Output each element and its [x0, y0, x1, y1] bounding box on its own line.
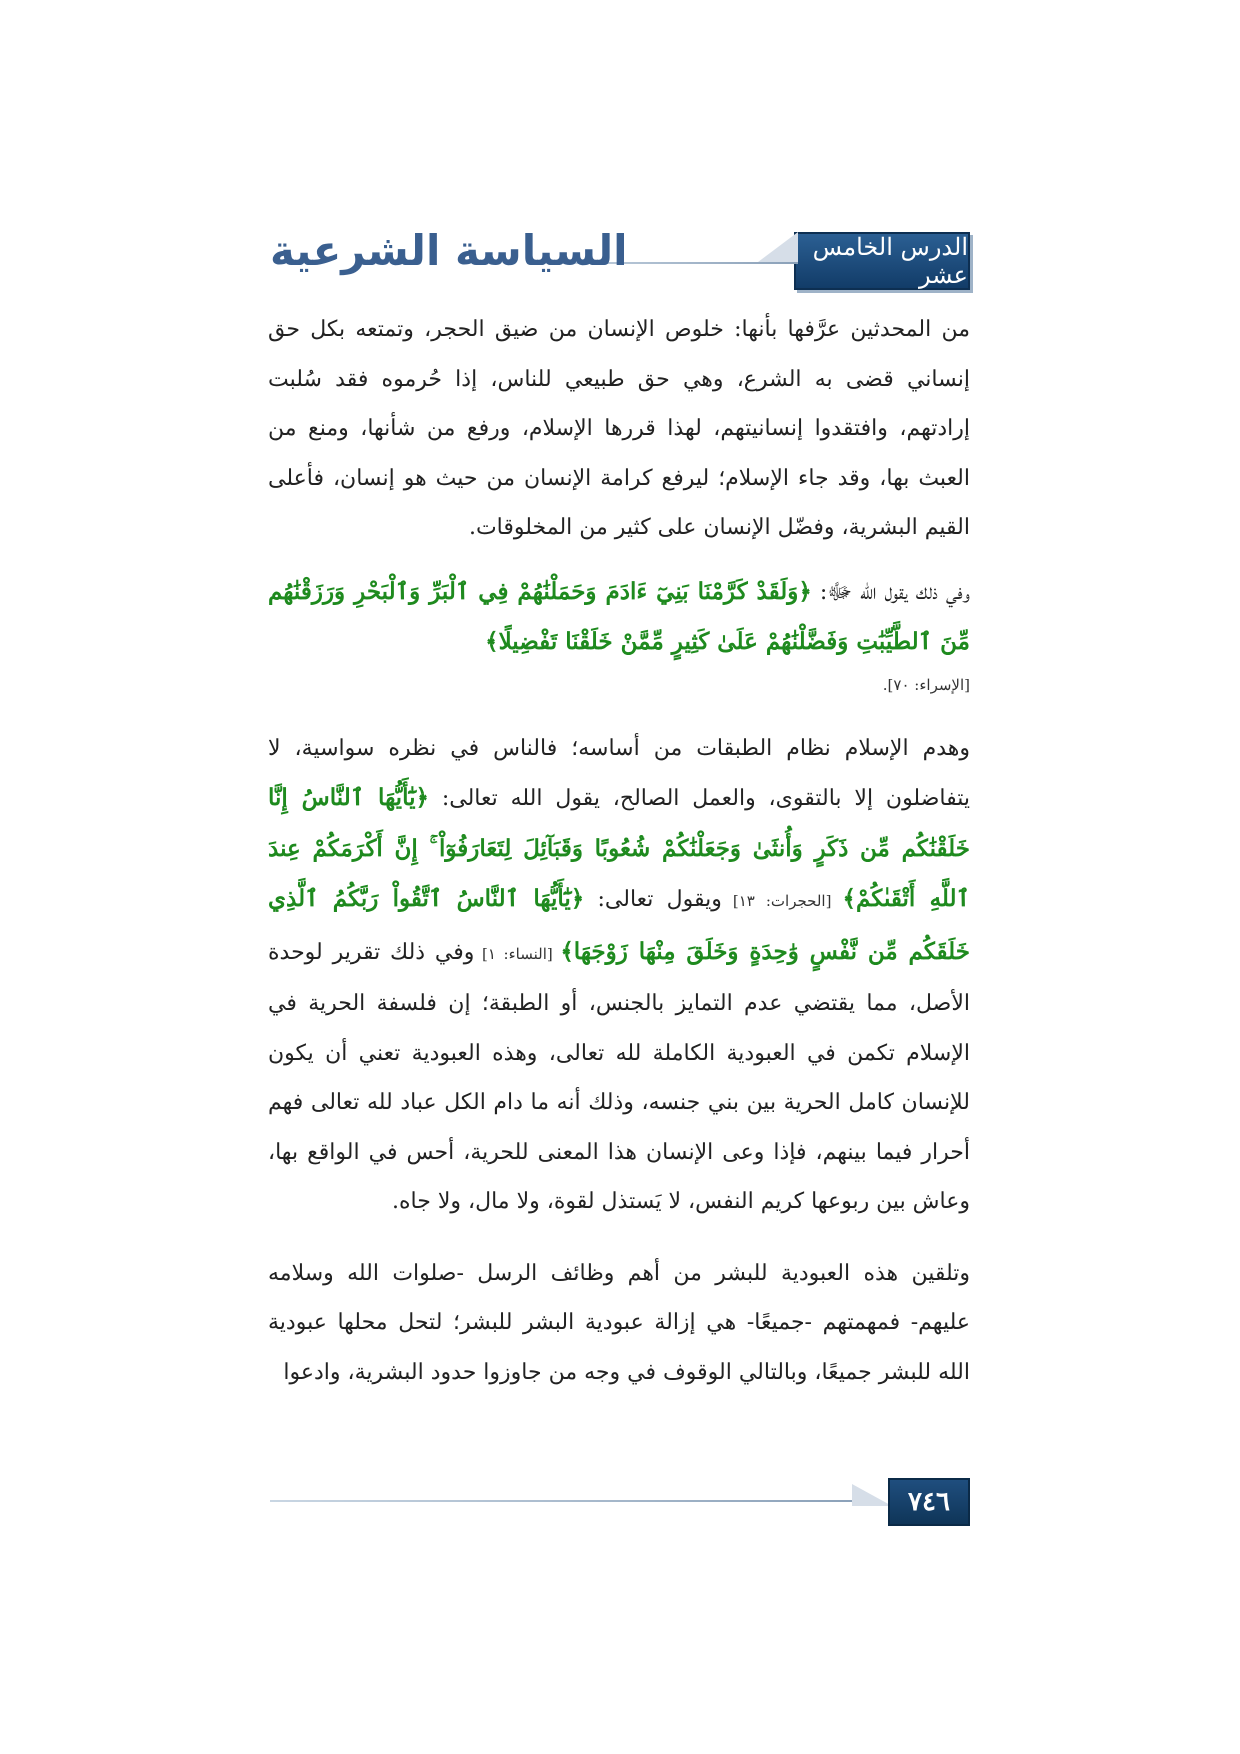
body-text: ويقول تعالى:	[584, 887, 722, 912]
page-number: ٧٤٦	[888, 1478, 970, 1526]
body-text: من المحدثين عرَّفها بأنها: خلوص الإنسان من ضيق الحجر، وتمتعه بكل حق إنساني قضى به الشرع، وهي حق طبيعي للناس، إذا حُرموه فقد سُلبت إرادتهم، وافتقدوا إنسانيتهم، لهذا قررها الإسلام، ورفع من شأنها، ومنع من العبث بها، وقد جاء الإسلام؛ ليرفع كرامة الإنسان من حيث هو إنسان، فأعلى القيم البشرية، وفضّل الإنسان على كثير من المخلوقات.	[268, 317, 970, 540]
verse-reference: [الإسراء: ٧٠].	[882, 675, 970, 694]
quran-verse: ﴿يَٰٓأَيُّهَا ٱلنَّاسُ إِنَّا خَلَقْنَٰكُم مِّن ذَكَرٍ وَأُنثَىٰ وَجَعَلْنَٰكُمْ شُعُوبًا وَقَبَآئِلَ لِتَعَارَفُوٓاْ ۚ إِنَّ أَكْرَمَكُمْ عِندَ ٱللَّهِ أَتْقَىٰكُمْ﴾	[268, 784, 970, 912]
lesson-label: الدرس الخامس عشر	[794, 232, 970, 290]
paragraph	[268, 305, 970, 553]
page-body	[268, 305, 970, 1397]
quran-verse: ﴿وَلَقَدْ كَرَّمْنَا بَنِيٓ ءَادَمَ وَحَمَلْنَٰهُمْ فِي ٱلْبَرِّ وَٱلْبَحْرِ وَرَزَقْنَٰهُم مِّنَ ٱلطَّيِّبَٰتِ وَفَضَّلْنَٰهُمْ عَلَىٰ كَثِيرٍ مِّمَّنْ خَلَقْنَا تَفْضِيلًا﴾	[268, 577, 970, 655]
body-text: وفي ذلك يقول الله ﷻ:	[811, 579, 970, 605]
footer-ornament	[852, 1484, 892, 1506]
page-header	[270, 226, 970, 290]
quran-verse: ﴿يَٰٓأَيُّهَا ٱلنَّاسُ ٱتَّقُواْ رَبَّكُمُ ٱلَّذِي خَلَقَكُم مِّن نَّفْسٍ وَٰحِدَةٍ وَخَلَقَ مِنْهَا زَوْجَهَا﴾	[268, 885, 970, 965]
paragraph	[268, 724, 970, 1227]
footer-divider	[270, 1500, 870, 1502]
header-ornament	[758, 232, 798, 262]
paragraph	[268, 668, 970, 702]
page-footer	[270, 1478, 970, 1528]
body-text: وهدم الإسلام نظام الطبقات من أساسه؛ فالناس في نظره سواسية، لا يتفاضلون إلا بالتقوى، والعمل الصالح، يقول الله تعالى:	[268, 735, 970, 811]
paragraph	[268, 567, 970, 668]
body-text: وتلقين هذه العبودية للبشر من أهم وظائف الرسل -صلوات الله وسلامه عليهم- فمهمتهم -جميعًا- هي إزالة عبودية البشر للبشر؛ لتحل محلها عبودية الله للبشر جميعًا، وبالتالي الوقوف في وجه من جاوزوا حدود البشرية، وادعوا	[268, 1260, 970, 1385]
book-title: السياسة الشرعية	[270, 226, 628, 275]
verse-reference: [الحجرات: ١٣]	[721, 892, 843, 910]
body-text: وفي ذلك تقرير لوحدة الأصل، مما يقتضي عدم التمايز بالجنس، أو الطبقة؛ إن فلسفة الحرية في الإسلام تكمن في العبودية الكاملة لله تعالى، وهذه العبودية تعني أن يكون للإنسان كامل الحرية بين بني جنسه، وذلك أنه ما دام الكل عباد لله تعالى فهم أحرار فيما بينهم، فإذا وعى الإنسان هذا المعنى للحرية، أحس في الواقع بها، وعاش بين ربوعها كريم النفس، لا يَستذل لقوة، ولا مال، ولا جاه.	[268, 939, 970, 1214]
paragraph	[268, 1249, 970, 1398]
verse-reference: [النساء: ١]	[474, 944, 561, 963]
